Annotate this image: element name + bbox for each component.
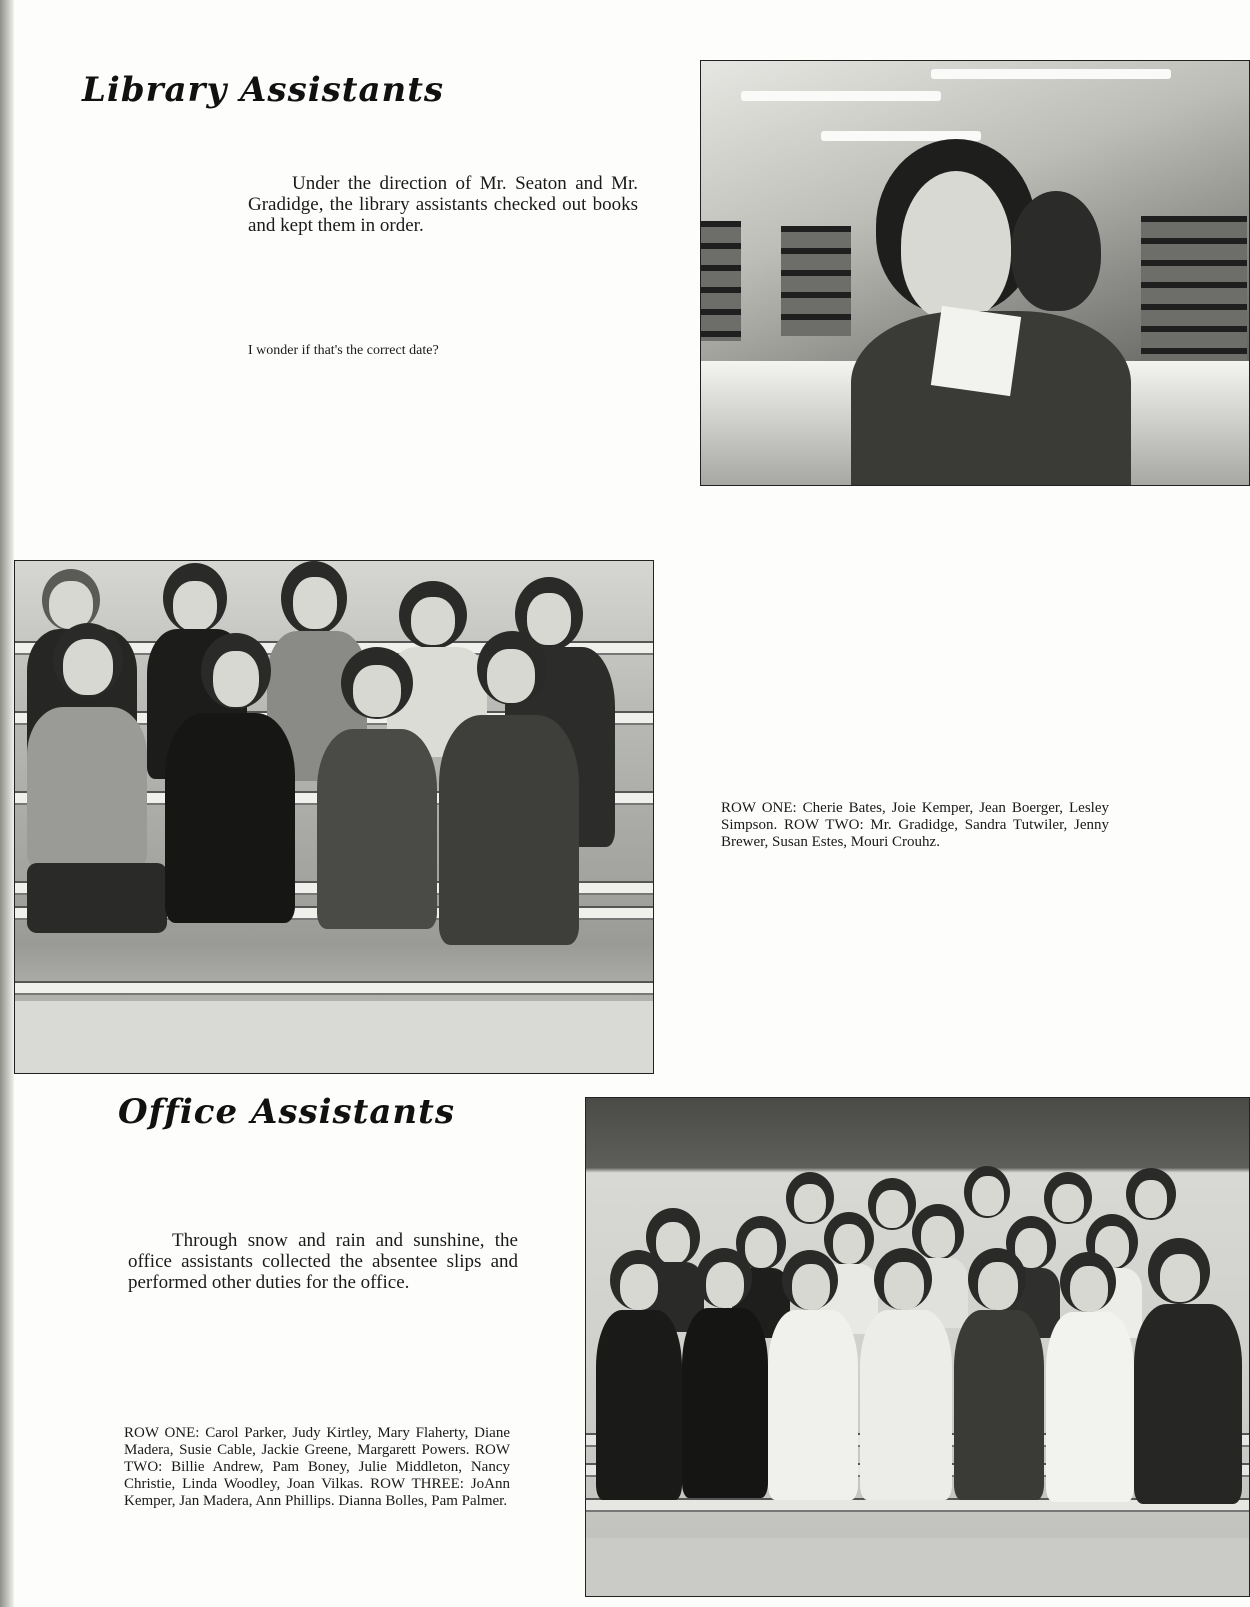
office-assistants-group-photo (585, 1097, 1250, 1597)
library-description: Under the direction of Mr. Seaton and Mr. Gradidge, the library assistants checked out books and kept them in order. (248, 173, 638, 236)
library-candid-photo (700, 60, 1250, 486)
office-description: Through snow and rain and sunshine, the office assistants collected the absentee slips and performed other duties for the office. (128, 1230, 518, 1293)
library-assistants-title: Library Assistants (82, 70, 445, 110)
page-binding-edge (0, 0, 14, 1607)
office-assistants-title: Office Assistants (118, 1092, 455, 1132)
library-assistants-group-photo (14, 560, 654, 1074)
library-assistants-roster: ROW ONE: Cherie Bates, Joie Kemper, Jean Boerger, Lesley Simpson. ROW TWO: Mr. Gradidge, Sandra Tutwiler, Jenny Brewer, Susan Estes, Mouri Crouhz. (721, 800, 1109, 850)
library-photo-caption: I wonder if that's the correct date? (248, 343, 439, 358)
office-assistants-roster: ROW ONE: Carol Parker, Judy Kirtley, Mary Flaherty, Diane Madera, Susie Cable, Jackie Greene, Margarett Powers. ROW TWO: Billie Andrew, Pam Boney, Julie Middleton, Nancy Christie, Linda Woodley, Joan Vilkas. ROW THREE: JoAnn Kemper, Jan Madera, Ann Phillips. Dianna Bolles, Pam Palmer. (124, 1425, 510, 1509)
